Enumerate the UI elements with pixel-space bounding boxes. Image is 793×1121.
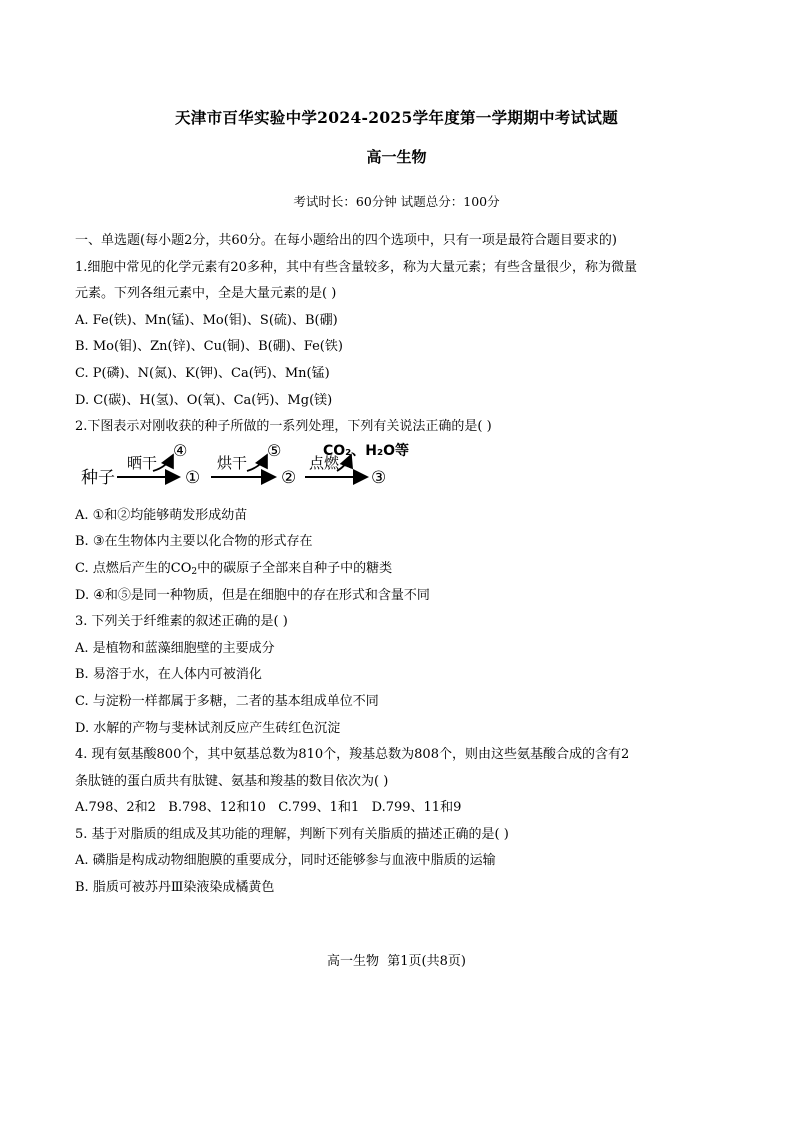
step-ignite: 点燃 (309, 453, 340, 472)
branch-arrow-5 (247, 455, 267, 471)
q2-stem: 2.下图表示对刚收获的种子所做的一系列处理，下列有关说法正确的是( ) (75, 419, 492, 435)
q3-option-b: B. 易溶于水，在人体内可被消化 (75, 667, 262, 683)
q5-stem: 5. 基于对脂质的组成及其功能的理解，判断下列有关脂质的描述正确的是( ) (75, 826, 509, 842)
q2-option-a: A. ①和②均能够萌发形成幼苗 (75, 507, 248, 523)
exam-meta: 考试时长：60分钟 试题总分：100分 (293, 194, 500, 209)
step-dry-sun: 晒干 (127, 453, 158, 472)
diagram-svg (75, 441, 435, 501)
q4-stem-line2: 条肽链的蛋白质共有肽键、氨基和羧基的数目依次为( ) (75, 773, 389, 789)
q1-option-a: A. Fe(铁)、Mn(锰)、Mo(钼)、S(硫)、B(硼) (75, 312, 338, 328)
q1-option-c: C. P(磷)、N(氮)、K(钾)、Ca(钙)、Mn(锰) (75, 365, 330, 381)
q4-stem-line1: 4. 现有氨基酸800个，其中氨基总数为810个，羧基总数为808个，则由这些氨基酸合成的含有2 (75, 747, 630, 763)
section-heading: 一、单选题(每小题2分，共60分。在每小题给出的四个选项中，只有一项是最符合题目要求的) (75, 233, 617, 248)
q2-option-c-post: 中的碳原子全部来自种子中的糖类 (197, 560, 393, 576)
q2-option-b: B. ③在生物体内主要以化合物的形式存在 (75, 534, 313, 550)
q3-option-a: A. 是植物和蓝藻细胞壁的主要成分 (75, 640, 275, 656)
product-3: ③ (371, 467, 387, 488)
step-dry-oven: 烘干 (217, 453, 248, 472)
subject-title: 高一生物 (366, 148, 427, 166)
product-5: ⑤ (267, 440, 282, 460)
q5-option-a: A. 磷脂是构成动物细胞膜的重要成分，同时还能够参与血液中脂质的运输 (75, 853, 496, 869)
q4-options: A.798、2和2 B.798、12和10 C.799、1和1 D.799、11和9 (75, 800, 462, 816)
combustion-products: CO₂、H₂O等 (323, 442, 410, 459)
q1-option-b: B. Mo(钼)、Zn(锌)、Cu(铜)、B(硼)、Fe(铁) (75, 339, 343, 355)
q2-option-c-sub: 2 (191, 566, 198, 577)
q5-option-b: B. 脂质可被苏丹Ⅲ染液染成橘黄色 (75, 880, 275, 896)
product-1: ① (185, 467, 201, 488)
seed-label: 种子 (81, 467, 115, 488)
exam-title: 天津市百华实验中学2024-2025学年度第一学期期中考试试题 (174, 108, 618, 127)
product-2: ② (281, 467, 297, 488)
q1-option-d: D. C(碳)、H(氢)、O(氧)、Ca(钙)、Mg(镁) (75, 392, 333, 408)
seed-processing-diagram (75, 441, 720, 501)
q2-option-c-pre: C. 点燃后产生的CO (75, 560, 192, 576)
exam-body (75, 228, 720, 902)
q3-option-c: C. 与淀粉一样都属于多糖，二者的基本组成单位不同 (75, 693, 379, 709)
page-footer: 高一生物 第1页(共8页) (327, 954, 466, 969)
q1-stem-line2: 元素。下列各组元素中，全是大量元素的是( ) (75, 286, 337, 302)
product-4: ④ (173, 440, 188, 460)
q2-option-c (75, 556, 720, 583)
q3-stem: 3. 下列关于纤维素的叙述正确的是( ) (75, 614, 288, 630)
q1-stem-line1: 1.细胞中常见的化学元素有20多种，其中有些含量较多，称为大量元素；有些含量很少，称为微量 (75, 259, 637, 275)
q3-option-d: D. 水解的产物与斐林试剂反应产生砖红色沉淀 (75, 720, 341, 736)
q2-option-d: D. ④和⑤是同一种物质，但是在细胞中的存在形式和含量不同 (75, 587, 430, 603)
